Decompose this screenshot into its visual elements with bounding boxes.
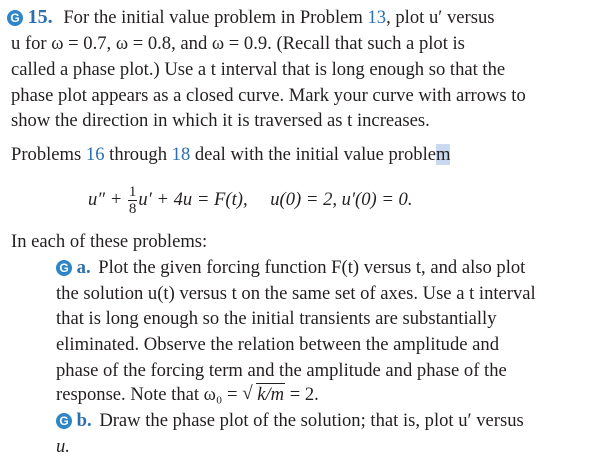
- problem-ref-16[interactable]: 16: [85, 144, 105, 165]
- graphing-icon: G: [7, 10, 23, 26]
- equation-lhs-start: u″ +: [88, 188, 127, 210]
- part-a-text-1: Plot the given forcing function F(t) versus t, and also plot: [98, 257, 526, 278]
- part-b-text-1: Draw the phase plot of the solution; that is, plot u′ versus: [99, 410, 524, 431]
- part-a-text-6-post: = 2.: [285, 384, 319, 405]
- square-root: [242, 382, 285, 408]
- fraction-one-eighth: [128, 184, 138, 217]
- problem-15-line-1: [7, 5, 595, 31]
- part-b-label: b.: [76, 410, 92, 431]
- intro-line: [11, 142, 450, 168]
- part-b-line-2: [56, 434, 70, 460]
- graphing-icon: G: [56, 413, 72, 429]
- graphing-icon: G: [56, 260, 72, 276]
- part-a-text-6-pre: response. Note that ω₀ =: [56, 384, 243, 405]
- problem-15-text-post: , plot u′ versus: [386, 7, 495, 28]
- problem-15-text-pre: For the initial value problem in Problem: [63, 7, 368, 28]
- intro-post: deal with the initial value proble: [190, 144, 437, 165]
- fraction-denominator: 8: [128, 201, 137, 217]
- intro-pre: Problems: [11, 144, 86, 165]
- part-a-line-2: the solution u(t) versus t on the same set of axes. Use a t interval: [56, 283, 536, 304]
- radicand: k/m: [257, 384, 285, 405]
- equation-lhs-rest: u′ + 4u = F(t),: [138, 188, 248, 210]
- part-a-line-1: [56, 255, 525, 281]
- fraction-numerator: 1: [128, 184, 137, 200]
- text-selection-highlight: m: [436, 144, 451, 165]
- radical-sign-icon: √: [242, 383, 253, 404]
- problem-15-line-5: show the direction in which it is traversed as t increases.: [11, 110, 430, 131]
- part-a-label: a.: [76, 257, 91, 278]
- part-b-line-1: [56, 408, 524, 434]
- problem-number: 15.: [27, 6, 53, 28]
- problem-ref-18[interactable]: 18: [171, 144, 191, 165]
- part-a-line-6: [56, 382, 319, 408]
- part-a-line-4: eliminated. Observe the relation between the amplitude and: [56, 334, 499, 355]
- problem-15-line-4: phase plot appears as a closed curve. Mark your curve with arrows to: [11, 85, 526, 106]
- problem-15-line-3: called a phase plot.) Use a t interval that is long enough so that the: [11, 59, 506, 80]
- problem-ref-13[interactable]: 13: [367, 7, 387, 28]
- part-b-text-2: u.: [56, 436, 70, 457]
- lead-in-text: In each of these problems:: [11, 231, 208, 252]
- part-a-line-3: that is long enough so the initial transients are substantially: [56, 308, 497, 329]
- initial-conditions: u(0) = 2, u′(0) = 0.: [270, 188, 413, 210]
- part-a-line-5: phase of the forcing term and the amplitude and phase of the: [56, 360, 507, 381]
- problem-15-line-2: u for ω = 0.7, ω = 0.8, and ω = 0.9. (Recall that such a plot is: [11, 33, 465, 54]
- intro-mid: through: [104, 144, 172, 165]
- initial-value-equation: [88, 184, 413, 217]
